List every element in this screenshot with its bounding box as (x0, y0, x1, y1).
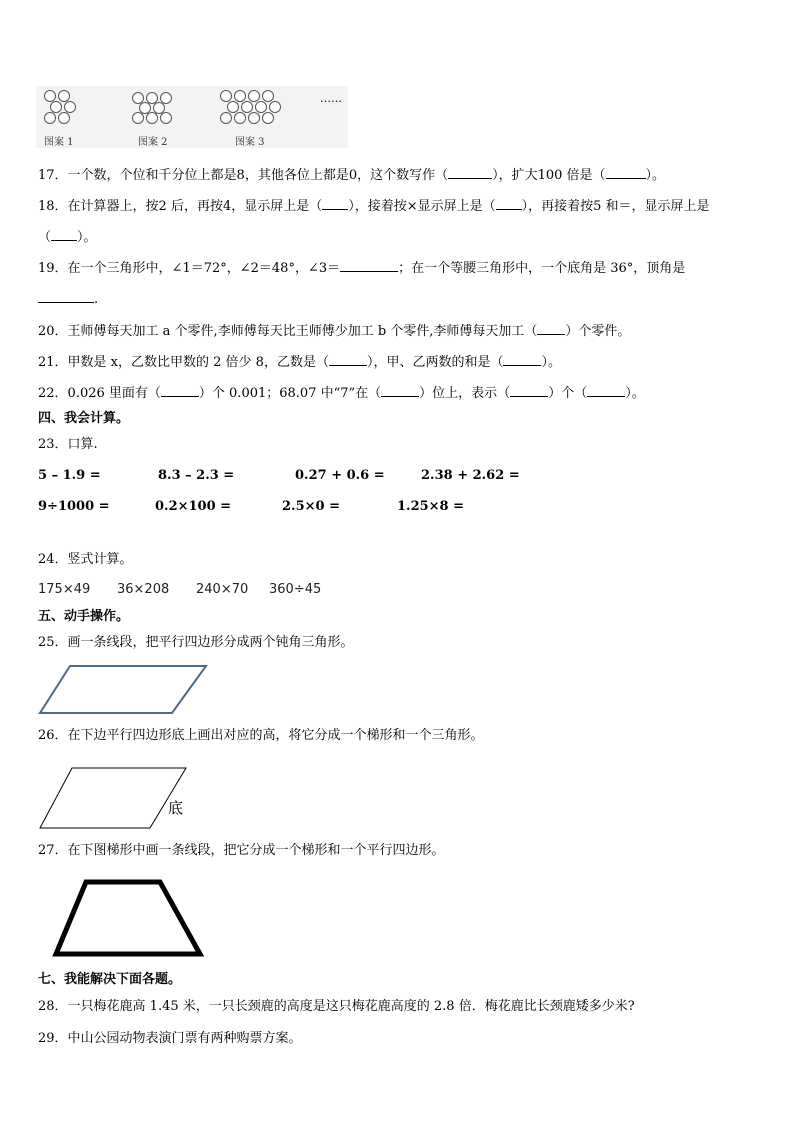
answer-blank[interactable] (161, 384, 199, 397)
oral-calc-6: 0.2×100 = (155, 499, 232, 514)
pattern-ellipsis: …… (320, 92, 342, 105)
answer-blank[interactable] (381, 384, 419, 397)
question-number: 24． (38, 552, 68, 567)
question-number: 19． (38, 261, 68, 276)
question-29: 29．中山公园动物表演门票有两种购票方案。 (38, 1031, 302, 1046)
pattern-dot (269, 101, 281, 113)
answer-blank[interactable] (587, 384, 625, 397)
question-number: 29． (38, 1031, 68, 1046)
pattern-dot (227, 101, 239, 113)
parallelogram-figure-25 (36, 662, 212, 718)
answer-blank[interactable] (537, 322, 565, 335)
pattern-dot (255, 101, 267, 113)
answer-blank[interactable] (38, 290, 94, 303)
base-label: 底 (168, 799, 184, 817)
section-heading-4: 四、我会计算。 (38, 411, 130, 426)
question-number: 23． (38, 437, 68, 452)
oral-calc-2: 8.3 – 2.3 = (158, 468, 235, 483)
answer-blank[interactable] (448, 166, 492, 179)
question-20: 20．王师傅每天加工 a 个零件,李师傅每天比王师傅少加工 b 个零件,李师傅每天加工（ ）个零件。 (38, 324, 631, 339)
vertical-calc-2: 36×208 (117, 582, 170, 597)
question-23: 23．口算. (38, 437, 98, 452)
vertical-calc-4: 360÷45 (269, 582, 322, 597)
question-number: 22． (38, 386, 68, 401)
question-19-cont: . (38, 290, 98, 309)
question-28: 28．一只梅花鹿高 1.45 米，一只长颈鹿的高度是这只梅花鹿高度的 2.8 倍．梅花鹿比长颈鹿矮多少米? (38, 999, 635, 1014)
question-number: 25． (38, 635, 68, 650)
question-number: 20． (38, 324, 68, 339)
oral-calc-8: 1.25×8 = (397, 499, 465, 514)
question-19: 19．在一个三角形中，∠1＝72°，∠2＝48°，∠3＝ ；在一个等腰三角形中，一个底角是 36°，顶角是 (38, 261, 686, 276)
pattern-dot (262, 90, 274, 102)
question-number: 27． (38, 843, 68, 858)
answer-blank[interactable] (329, 353, 367, 366)
pattern-dot (146, 112, 158, 124)
pattern-label-2: 图案 2 (138, 137, 168, 148)
pattern-dot (234, 90, 246, 102)
question-25: 25．画一条线段，把平行四边形分成两个钝角三角形。 (38, 635, 354, 650)
pattern-label-3: 图案 3 (235, 137, 265, 148)
pattern-dot (248, 90, 260, 102)
vertical-calc-1: 175×49 (38, 582, 91, 597)
pattern-figure (36, 86, 348, 148)
pattern-dot (64, 101, 76, 113)
section-heading-5: 五、动手操作。 (38, 609, 130, 624)
answer-blank[interactable] (322, 197, 348, 210)
question-24: 24．竖式计算。 (38, 552, 133, 567)
pattern-dot (241, 101, 253, 113)
question-22: 22．0.026 里面有（ ）个 0.001；68.07 中“7”在（ ）位上，表示（ ）个（ ）。 (38, 386, 645, 401)
pattern-dot (58, 112, 70, 124)
answer-blank[interactable] (496, 197, 522, 210)
oral-calc-3: 0.27 + 0.6 = (295, 468, 385, 483)
question-18: 18．在计算器上，按2 后，再按4，显示屏上是（ ），接着按×显示屏上是（ ），再接着按5 和＝，显示屏上是 (38, 199, 710, 214)
question-number: 26． (38, 728, 68, 743)
pattern-dot (220, 90, 232, 102)
question-number: 18． (38, 199, 68, 214)
answer-blank[interactable] (340, 259, 398, 272)
answer-blank[interactable] (51, 228, 77, 241)
pattern-dot (50, 101, 62, 113)
pattern-dot (220, 112, 232, 124)
pattern-dot (132, 112, 144, 124)
pattern-dot (248, 112, 260, 124)
pattern-dot (262, 112, 274, 124)
question-26: 26．在下边平行四边形底上画出对应的高，将它分成一个梯形和一个三角形。 (38, 728, 484, 743)
pattern-dot (44, 112, 56, 124)
answer-blank[interactable] (510, 384, 548, 397)
question-number: 28． (38, 999, 68, 1014)
oral-calc-4: 2.38 + 2.62 = (421, 468, 520, 483)
answer-blank[interactable] (503, 353, 541, 366)
question-17: 17．一个数，个位和千分位上都是8，其他各位上都是0，这个数写作（ ），扩大100 倍是（ ）。 (38, 168, 666, 183)
oral-calc-1: 5 – 1.9 = (38, 468, 101, 483)
pattern-label-1: 图案 1 (44, 137, 74, 148)
question-number: 17． (38, 168, 68, 183)
oral-calc-5: 9÷1000 = (38, 499, 110, 514)
question-21: 21．甲数是 x，乙数比甲数的 2 倍少 8，乙数是（ ），甲、乙两数的和是（ ）。 (38, 355, 561, 370)
section-heading-7: 七、我能解决下面各题。 (38, 972, 182, 987)
pattern-dot (160, 112, 172, 124)
question-18-cont: （ ）。 (38, 230, 97, 245)
vertical-calc-3: 240×70 (196, 582, 249, 597)
trapezoid-figure-27 (50, 878, 206, 958)
pattern-dot (234, 112, 246, 124)
question-number: 21． (38, 355, 68, 370)
answer-blank[interactable] (606, 166, 646, 179)
oral-calc-7: 2.5×0 = (282, 499, 340, 514)
question-27: 27．在下图梯形中画一条线段，把它分成一个梯形和一个平行四边形。 (38, 843, 445, 858)
